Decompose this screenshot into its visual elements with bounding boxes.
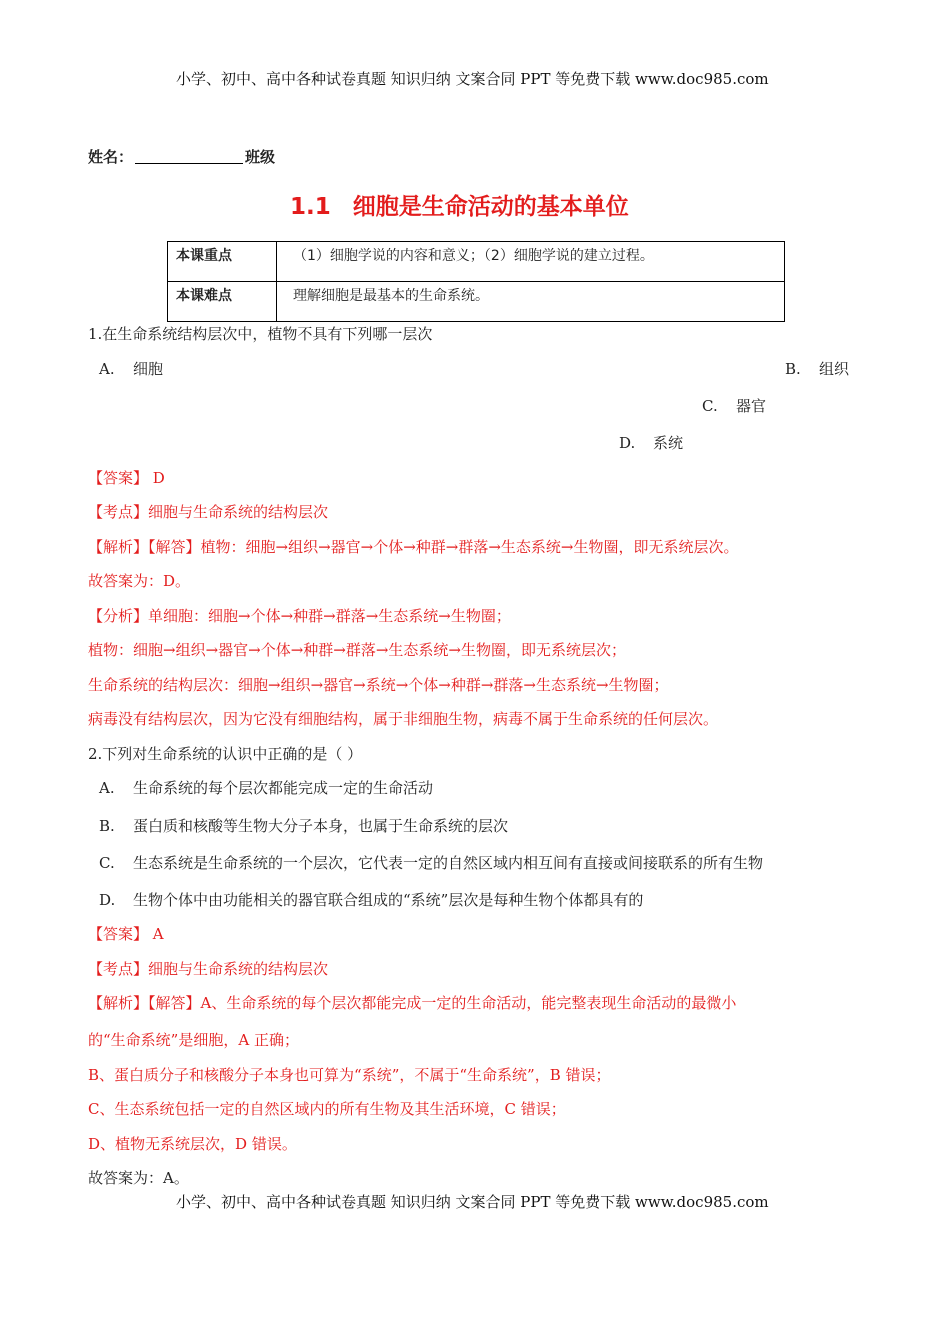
page-header: 小学、初中、高中各种试卷真题 知识归纳 文案合同 PPT 等免费下载 www.doc985.com [176, 70, 769, 88]
q2-analysis-line: C、生态系统包括一定的自然区域内的所有生物及其生活环境，C 错误； [88, 1100, 566, 1118]
q2-option-c[interactable]: C. 生态系统是生命系统的一个层次，它代表一定的自然区域内相互间有直接或间接联系的所有生物 [99, 854, 764, 872]
focus-label: 本课重点 [168, 242, 277, 282]
focus-value: （1）细胞学说的内容和意义；（2）细胞学说的建立过程。 [277, 242, 785, 282]
page-title [290, 188, 629, 221]
page-footer: 小学、初中、高中各种试卷真题 知识归纳 文案合同 PPT 等免费下载 www.doc985.com [176, 1193, 769, 1211]
q1-analysis-line: 故答案为：D。 [88, 572, 191, 590]
difficulty-label: 本课难点 [168, 282, 277, 322]
title-number: 1.1 [290, 194, 331, 220]
q2-stem: 2.下列对生命系统的认识中正确的是（ ） [88, 745, 363, 763]
q1-analysis-line: 【解析】【解答】植物：细胞→组织→器官→个体→种群→群落→生态系统→生物圈，即无系统层次。 [88, 538, 739, 556]
name-blank[interactable] [135, 163, 243, 164]
q1-option-b[interactable]: B. 组织 [785, 360, 850, 378]
q2-analysis-line: D、植物无系统层次，D 错误。 [88, 1135, 297, 1153]
q1-option-a[interactable]: A. 细胞 [99, 360, 164, 378]
q1-answer: 【答案】 D [88, 469, 165, 487]
q1-fenxi-line: 【分析】单细胞：细胞→个体→种群→群落→生态系统→生物圈； [88, 607, 511, 625]
q2-point: 【考点】细胞与生命系统的结构层次 [88, 960, 329, 978]
table-row [168, 242, 785, 282]
q2-conclusion: 故答案为：A。 [88, 1169, 189, 1187]
q2-option-a[interactable]: A. 生命系统的每个层次都能完成一定的生命活动 [99, 779, 434, 797]
q1-fenxi-line: 病毒没有结构层次，因为它没有细胞结构，属于非细胞生物，病毒不属于生命系统的任何层次。 [88, 710, 719, 728]
name-label: 姓名： [88, 148, 134, 166]
lesson-focus-table [167, 241, 785, 322]
name-class-line [88, 146, 275, 167]
table-row [168, 282, 785, 322]
q2-analysis-line: 的“生命系统”是细胞，A 正确； [88, 1031, 299, 1049]
q2-analysis-line: B、蛋白质分子和核酸分子本身也可算为“系统”，不属于“生命系统”，B 错误； [88, 1066, 611, 1084]
q1-fenxi-line: 生命系统的结构层次：细胞→组织→器官→系统→个体→种群→群落→生态系统→生物圈； [88, 676, 669, 694]
q2-analysis-line: 【解析】【解答】A、生命系统的每个层次都能完成一定的生命活动，能完整表现生命活动的最微小 [88, 994, 737, 1012]
q2-option-b[interactable]: B. 蛋白质和核酸等生物大分子本身，也属于生命系统的层次 [99, 817, 509, 835]
q2-answer: 【答案】 A [88, 925, 164, 943]
q1-fenxi-line: 植物：细胞→组织→器官→个体→种群→群落→生态系统→生物圈，即无系统层次； [88, 641, 626, 659]
class-label: 班级 [245, 148, 276, 166]
q2-option-d[interactable]: D. 生物个体中由功能相关的器官联合组成的“系统”层次是每种生物个体都具有的 [99, 891, 644, 909]
q1-point: 【考点】细胞与生命系统的结构层次 [88, 503, 329, 521]
difficulty-value: 理解细胞是最基本的生命系统。 [277, 282, 785, 322]
q1-option-d[interactable]: D. 系统 [619, 434, 684, 452]
q1-stem: 1.在生命系统结构层次中，植物不具有下列哪一层次 [88, 325, 433, 343]
title-text: 细胞是生命活动的基本单位 [352, 194, 629, 220]
q1-option-c[interactable]: C. 器官 [702, 397, 767, 415]
